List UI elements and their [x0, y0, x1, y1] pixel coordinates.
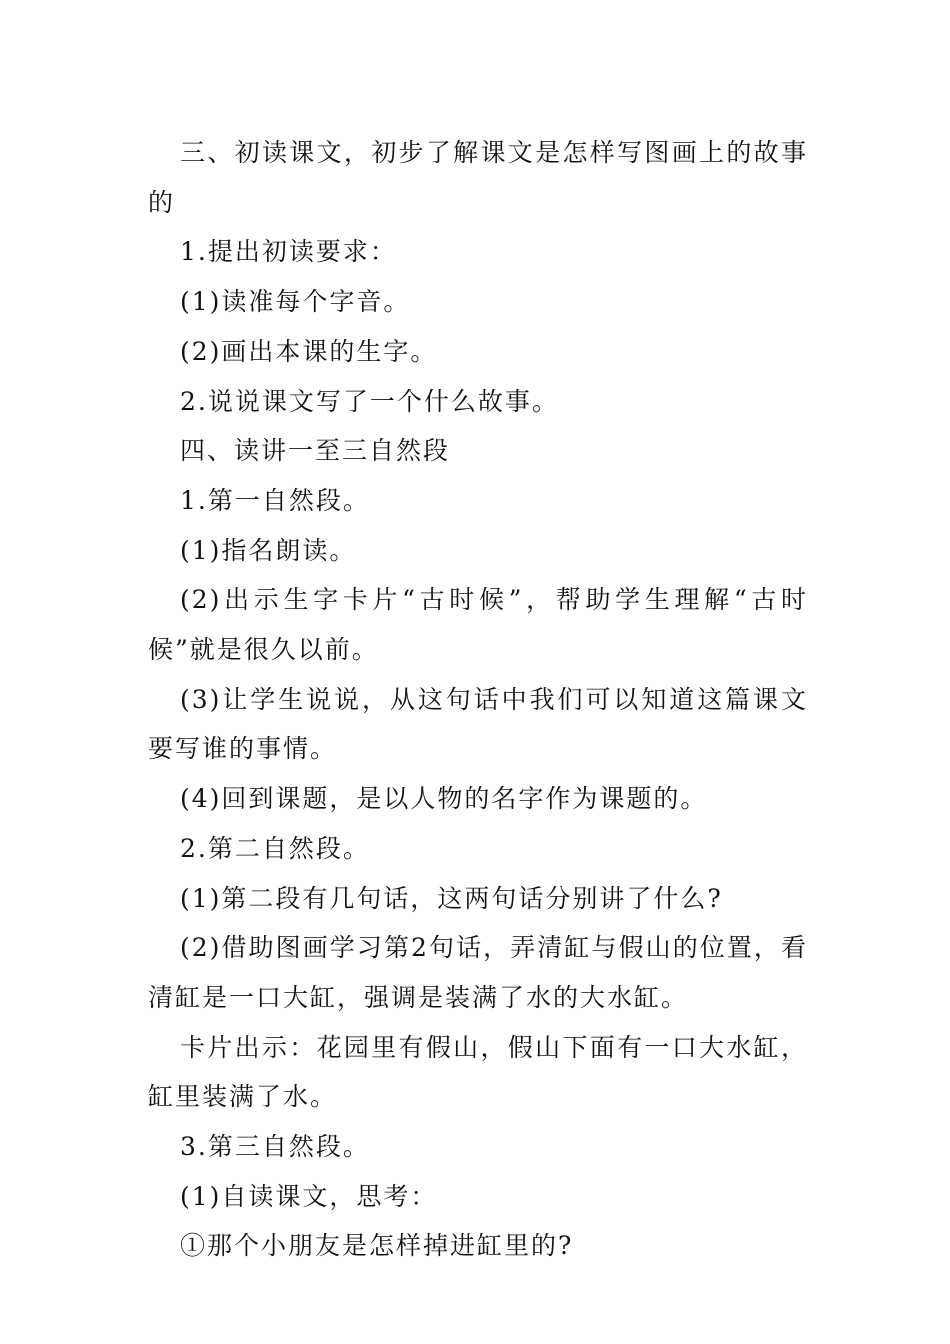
list-item: (1)读准每个字音。 — [180, 287, 411, 317]
list-item: (4)回到课题，是以人物的名字作为课题的。 — [180, 784, 708, 814]
list-item: 3.第三自然段。 — [180, 1132, 370, 1162]
list-item: 2.说说课文写了一个什么故事。 — [180, 386, 559, 416]
list-item: 2.第二自然段。 — [180, 833, 370, 863]
list-item: 1.提出初读要求： — [180, 237, 397, 267]
heading-section-3: 三、初读课文，初步了解课文是怎样写图画上的故事的 — [148, 138, 808, 217]
heading-section-4: 四、读讲一至三自然段 — [180, 436, 451, 466]
document-body — [148, 128, 808, 1271]
list-item: ①那个小朋友是怎样掉进缸里的? — [180, 1231, 574, 1261]
list-item: (2)出示生字卡片“古时候”，帮助学生理解“古时候”就是很久以前。 — [148, 585, 808, 665]
list-item: (1)自读课文，思考： — [180, 1181, 438, 1211]
body-paragraph: 卡片出示：花园里有假山，假山下面有一口大水缸，缸里装满了水。 — [148, 1032, 808, 1112]
list-item: (1)第二段有几句话，这两句话分别讲了什么? — [180, 883, 723, 913]
list-item: (3)让学生说说，从这句话中我们可以知道这篇课文要写谁的事情。 — [148, 684, 808, 764]
list-item: (1)指名朗读。 — [180, 535, 357, 565]
list-item: (2)借助图画学习第2句话，弄清缸与假山的位置，看清缸是一口大缸，强调是装满了水的大水缸。 — [148, 933, 808, 1012]
list-item: 1.第一自然段。 — [180, 485, 370, 515]
list-item: (2)画出本课的生字。 — [180, 336, 438, 366]
